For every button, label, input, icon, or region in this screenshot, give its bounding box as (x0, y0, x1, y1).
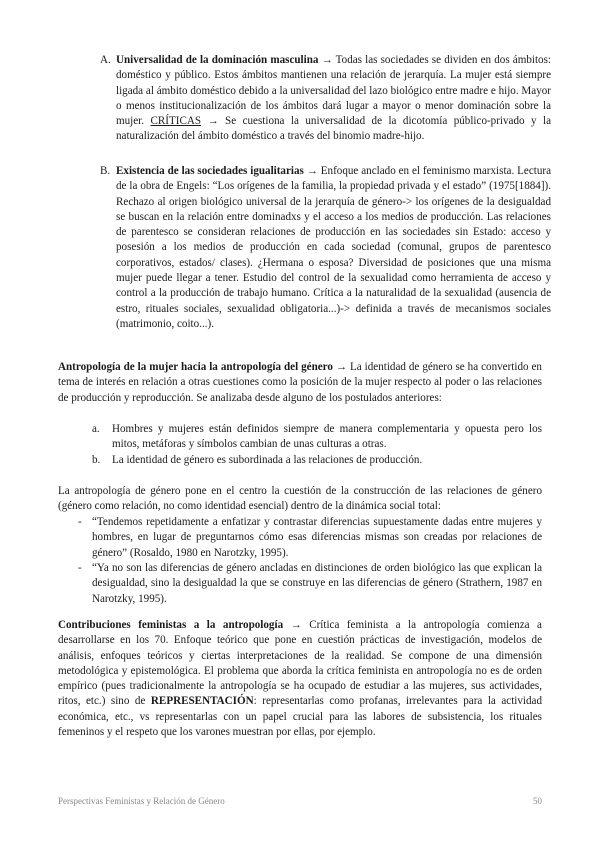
list-item (92, 422, 542, 453)
dash-marker: - (78, 562, 82, 574)
arrow: → (321, 54, 333, 66)
list-item-text: Todas las sociedades se dividen en dos ámbitos: doméstico y público. Estos ámbitos mantienen una relación de jerarquía. La mujer está siempre ligada al ámbito doméstico debido a la universalidad del lazo biológico entre madre e hijo. Mayor o menos institucionalización de los ámbitos dará lugar a mayor o menor dominación sobre la mujer. (116, 54, 552, 128)
arrow: → (290, 619, 302, 631)
section-title: Contribuciones feministas a la antropología (58, 619, 284, 631)
page-footer (58, 796, 542, 806)
criticas-label: CRÍTICAS (150, 115, 202, 128)
quote-text: “Ya no son las diferencias de género ancladas en distinciones de orden biológico las que explican la desigualdad, sino la desigualdad la que se construye en las diferencias de género (Strathern, 1987 en Narotzky, 1995). (92, 562, 542, 605)
list-item-text-continued: → Se cuestiona la universalidad de la dicotomía público-privado y la naturalización del ámbito doméstico a través del binomio madre-hijo. (116, 115, 552, 143)
list-item-title: Universalidad de la dominación masculina (116, 54, 319, 66)
section-antropologia-genero (58, 484, 542, 515)
arrow: → (306, 165, 318, 177)
list-marker: B. (100, 165, 111, 177)
quote-text: “Tendemos repetidamente a enfatizar y contrastar diferencias supuestamente dadas entre mujeres y hombres, en lugar de preguntarnos cómo esas diferencias mismas son creadas por relaciones de género” (Rosaldo, 1980 en Narotzky, 1995). (92, 516, 542, 559)
list-item-title: Existencia de las sociedades igualitarias (116, 165, 304, 177)
dash-marker: - (78, 516, 82, 528)
list-item (92, 453, 542, 468)
page-number: 50 (533, 796, 542, 806)
quote-item (78, 515, 542, 561)
quote-item (78, 561, 542, 607)
footer-title: Perspectivas Feministas y Relación de Género (58, 796, 225, 806)
list-item-text: Hombres y mujeres están definidos siempre de manera complementaria y opuesta pero los mitos, metáforas y símbolos cambian de unas culturas a otras. (112, 423, 542, 451)
section-text-continued: : representarlas como profanas, irrelevantes para la actividad económica, etc., vs representarlas con un papel crucial para las labores de subsistencia, los rituales femeninos y el respeto que los varones muestran por ellas, por ejemplo. (58, 695, 542, 739)
list-marker: A. (100, 54, 111, 66)
list-item-text: Enfoque anclado en el feminismo marxista. Lectura de la obra de Engels: “Los orígenes de la familia, la propiedad privada y el estado” (1975[1884]). Rechazo al origen biológico universal de la jerarquía de género-> los orígenes de la desigualdad se buscan en la relación entre dominadxs y el acceso a los medios de producción. Las relaciones de parentesco se consideran relaciones de producción en las sociedades sin Estado: acceso y posesión a los medios de producción en cada sociedad (comunal, grupos de parentesco corporativos, estados/ clases). ¿Hermana o esposa? Diversidad de posiciones que una misma mujer puede llegar a tener. Estudio del control de la sexualidad como herramienta de acceso y control a la producción de trabajo humano. Crítica a la naturalidad de la sexualidad (ausencia de estro, rituales sociales, sexualidad obligatoria...)-> definida a través de mecanismos sociales (matrimonio, coito...). (116, 165, 551, 330)
section-text: La identidad de género se ha convertido en tema de interés en relación a otras cuestiones como la posición de la mujer respecto al poder o las relaciones de producción y reproducción. Se analizaba desde alguno de los postulados anteriores: (58, 361, 542, 404)
list-marker: b. (92, 454, 101, 466)
list-item-a (100, 53, 551, 145)
list-item-b (100, 164, 551, 332)
list-item-text: La identidad de género es subordinada a las relaciones de producción. (112, 454, 423, 466)
section-antropologia-mujer (58, 360, 542, 406)
arrow: → (335, 361, 348, 373)
section-title: Antropología de la mujer hacia la antropología del género (58, 361, 333, 373)
list-marker: a. (92, 423, 100, 435)
section-text: Crítica feminista a la antropología comienza a desarrollarse en los 70. Enfoque teórico que pone en cuestión prácticas de investigación, modelos de análisis, enfoques teóricos y ciertas interpretaciones de la realidad. Se compone de una dimensión metodológica y epistemológica. El problema que aborda la crítica feminista en antropología no es de orden empírico (pues tradicionalmente la antropología se ha ocupado de estudiar a las mujeres, sus actividades, ritos, etc.) sino de (58, 619, 542, 708)
section-text: La antropología de género pone en el centro la cuestión de la construcción de las relaciones de género (género como relación, no como identidad esencial) dentro de la dinámica social total: (58, 485, 542, 513)
section-contribuciones-feministas (58, 618, 542, 740)
representacion-label: REPRESENTACIÓN (150, 695, 254, 708)
